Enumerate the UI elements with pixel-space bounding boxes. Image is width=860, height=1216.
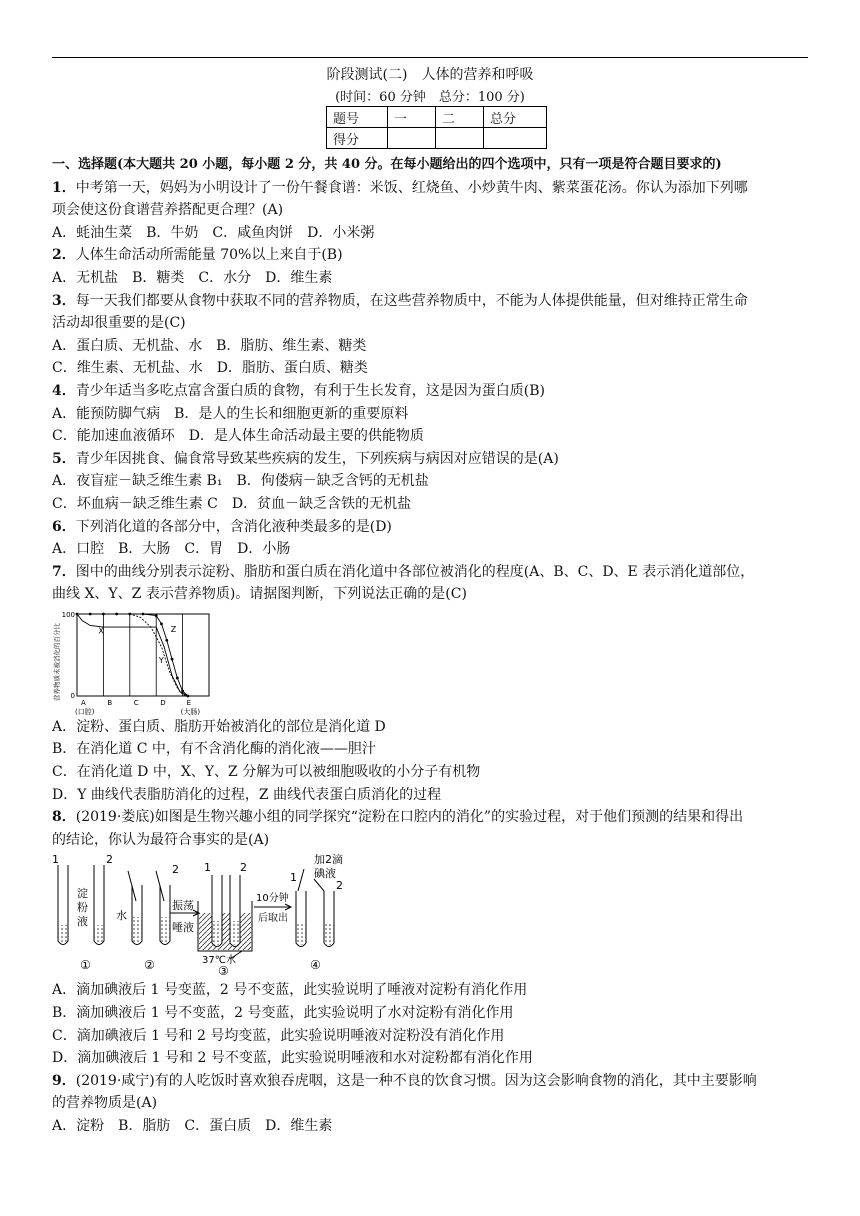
- score-cell: [388, 128, 436, 149]
- score-cell: [484, 128, 547, 149]
- series-point-z: [165, 639, 168, 642]
- top-rule: [52, 57, 808, 58]
- starch-label: 粉: [77, 901, 88, 915]
- tube-number: 1: [52, 853, 59, 867]
- answer-options: A．蛋白质、无机盐、水 B．脂肪、维生素、糖类: [52, 337, 367, 354]
- score-table-row: [327, 107, 547, 128]
- answer-options: A．口腔 B．大肠 C．胃 D．小肠: [52, 541, 291, 558]
- question-text: 人体生命活动所需能量 70%以上来自于(B): [75, 247, 343, 264]
- digestion-chart-figure: [52, 606, 812, 716]
- experiment-figure: [52, 851, 812, 979]
- series-point-z: [115, 612, 118, 615]
- series-label-x: X: [98, 626, 104, 636]
- digestion-chart: [52, 606, 222, 716]
- x-tick-label: E: [186, 698, 192, 707]
- iodine-label: 碘液: [314, 867, 336, 881]
- score-table-row: [327, 128, 547, 149]
- series-point-z: [76, 612, 79, 615]
- score-cell: 一: [388, 107, 436, 128]
- answer-options: D．Y 曲线代表脂肪消化的过程，Z 曲线代表蛋白质消化的过程: [52, 786, 442, 803]
- question-text: 中考第一天，妈妈为小明设计了一份午餐食谱：米饭、红烧鱼、小炒黄牛肉、紫菜蛋花汤。你认为添加下列哪: [75, 179, 748, 196]
- answer-options: A．能预防脚气病 B．是人的生长和细胞更新的重要原料: [52, 405, 409, 422]
- question-6: [52, 516, 812, 561]
- x-tick-label: A: [81, 698, 86, 707]
- iodine-label: 加2滴: [314, 853, 343, 867]
- shake-label: 振荡: [172, 899, 194, 913]
- answer-options: D．滴加碘液后 1 号和 2 号不变蓝，此实验说明唾液和水对淀粉都有消化作用: [52, 1050, 533, 1067]
- question-number: 6．: [52, 518, 76, 535]
- question-number: 9．: [52, 1072, 76, 1089]
- question-text: 的结论，你认为最符合事实的是(A): [52, 831, 270, 848]
- question-2: [52, 244, 812, 289]
- question-number: 2．: [52, 247, 76, 264]
- question-number: 8．: [52, 809, 76, 826]
- answer-options: A．滴加碘液后 1 号变蓝，2 号不变蓝，此实验说明了唾液对淀粉有消化作用: [52, 982, 528, 999]
- question-text: 曲线 X、Y、Z 表示营养物质)。请据图判断，下列说法正确的是(C): [52, 586, 467, 603]
- x-tick-note: (口腔): [75, 707, 95, 716]
- starch-label: 液: [77, 915, 88, 929]
- question-text: 的营养物质是(A): [52, 1095, 158, 1112]
- page-subtitle: (时间：60 分钟 总分：100 分): [335, 90, 525, 105]
- step-label: ③: [218, 964, 229, 979]
- series-label-y: Y: [158, 656, 164, 666]
- answer-options: A．淀粉 B．脂肪 C．蛋白质 D．维生素: [52, 1118, 333, 1134]
- score-cell: 二: [436, 107, 484, 128]
- series-point-z: [128, 612, 131, 615]
- step-3-beaker: [170, 861, 252, 978]
- y-tick-label: 100: [61, 610, 75, 619]
- tube-number: 1: [204, 861, 211, 875]
- question-8: [52, 806, 812, 1070]
- tube-number: 2: [106, 853, 113, 867]
- tube-number: 1: [290, 871, 297, 885]
- series-point-z: [102, 612, 105, 615]
- score-cell: 得分: [327, 128, 388, 149]
- water-bath-label: 37℃水: [202, 955, 236, 967]
- question-4: [52, 380, 812, 448]
- question-text: 活动却很重要的是(C): [52, 315, 186, 332]
- series-point-z: [155, 614, 158, 617]
- answer-options: C．坏血病－缺乏维生素 C D．贫血－缺乏含铁的无机盐: [52, 495, 412, 512]
- question-3: [52, 290, 812, 380]
- series-point-z: [176, 676, 179, 679]
- series-point-z: [160, 622, 163, 625]
- question-number: 3．: [52, 292, 76, 309]
- x-tick-label: B: [107, 698, 113, 707]
- series-point-z: [89, 612, 92, 615]
- time-arrow: [254, 891, 291, 924]
- question-list: [52, 154, 812, 1138]
- answer-options: A．夜盲症－缺乏维生素 B₁ B．佝偻病－缺乏含钙的无机盐: [52, 473, 429, 490]
- water-label: 水: [116, 909, 127, 923]
- page-title: 阶段测试(二) 人体的营养和呼吸: [326, 67, 534, 83]
- tube-number: 2: [240, 861, 247, 875]
- answer-options: A．无机盐 B．糖类 C．水分 D．维生素: [52, 269, 333, 286]
- step-2-tubes: [116, 863, 194, 972]
- question-number: 7．: [52, 563, 76, 580]
- tube-number: 2: [172, 863, 179, 877]
- step-label: ④: [310, 958, 321, 973]
- answer-options: C．能加速血液循环 D．是人体生命活动最主要的供能物质: [52, 428, 424, 445]
- question-7: [52, 561, 812, 807]
- question-1: [52, 177, 812, 245]
- score-cell: 题号: [327, 107, 388, 128]
- answer-options: A．淀粉、蛋白质、脂肪开始被消化的部位是消化道 D: [52, 718, 386, 735]
- answer-options: B．在消化道 C 中，有不含消化酶的消化液——胆汁: [52, 741, 376, 758]
- question-9: [52, 1070, 812, 1138]
- answer-options: C．维生素、无机盐、水 D．脂肪、蛋白质、糖类: [52, 360, 368, 377]
- x-tick-note: (大肠): [180, 707, 201, 716]
- question-text: 每一天我们都要从食物中获取不同的营养物质，在这些营养物质中，不能为人体提供能量，但对维持正常生命: [75, 292, 748, 309]
- score-cell: 总分: [484, 107, 547, 128]
- question-text: 下列消化道的各部分中，含消化液种类最多的是(D): [75, 518, 392, 535]
- tube-number: 2: [336, 879, 343, 893]
- score-table: [326, 106, 547, 149]
- question-5: [52, 448, 812, 516]
- step-1-tubes: [52, 853, 113, 972]
- y-axis-label: 营养物质未被消化的百分比: [53, 622, 61, 701]
- question-number: 5．: [52, 450, 76, 467]
- series-label-z: Z: [170, 624, 177, 634]
- question-text: 项会使这份食谱营养搭配更合理？(A): [52, 202, 284, 219]
- series-point-z: [142, 612, 145, 615]
- score-cell: [436, 128, 484, 149]
- x-tick-label: C: [133, 698, 139, 707]
- step-label: ①: [80, 958, 91, 973]
- step-4-tubes: [290, 852, 343, 972]
- answer-options: C．在消化道 D 中，X、Y、Z 分解为可以被细胞吸收的小分子有机物: [52, 764, 481, 781]
- x-tick-label: D: [160, 698, 166, 707]
- section-heading: 一、选择题(本大题共 20 小题，每小题 2 分，共 40 分。在每小题给出的四个选项中，只有一项是符合题目要求的): [52, 157, 722, 172]
- saliva-label: 唾液: [172, 921, 194, 935]
- answer-options: A．蚝油生菜 B．牛奶 C．咸鱼肉饼 D．小米粥: [52, 224, 375, 241]
- question-text: 青少年因挑食、偏食常导致某些疾病的发生，下列疾病与病因对应错误的是(A): [75, 450, 559, 467]
- question-number: 1．: [52, 179, 76, 196]
- question-text: (2019·娄底)如图是生物兴趣小组的同学探究“淀粉在口腔内的消化”的实验过程，对于他们预测的结果和得出: [75, 809, 744, 826]
- arrow-label: 后取出: [258, 913, 288, 925]
- series-point-z: [171, 658, 174, 661]
- starch-label: 淀: [77, 887, 88, 901]
- question-text: 青少年适当多吃点富含蛋白质的食物，有利于生长发育，这是因为蛋白质(B): [75, 382, 545, 399]
- experiment-diagram: [52, 851, 352, 979]
- question-text: 图中的曲线分别表示淀粉、脂肪和蛋白质在消化道中各部位被消化的程度(A、B、C、D、E 表示消化道部位，: [75, 563, 755, 580]
- answer-options: B．滴加碘液后 1 号不变蓝，2 号变蓝，此实验说明了水对淀粉有消化作用: [52, 1005, 514, 1022]
- question-number: 4．: [52, 382, 76, 399]
- y-tick-label: 0: [70, 691, 75, 700]
- step-label: ②: [144, 958, 155, 973]
- series-point-z: [186, 694, 189, 697]
- arrow-label: 10分钟: [256, 893, 289, 905]
- series-point-z: [181, 690, 184, 693]
- answer-options: C．滴加碘液后 1 号和 2 号均变蓝，此实验说明唾液对淀粉没有消化作用: [52, 1027, 505, 1044]
- question-text: (2019·咸宁)有的人吃饭时喜欢狼吞虎咽，这是一种不良的饮食习惯。因为这会影响食物的消化，其中主要影响: [75, 1072, 757, 1089]
